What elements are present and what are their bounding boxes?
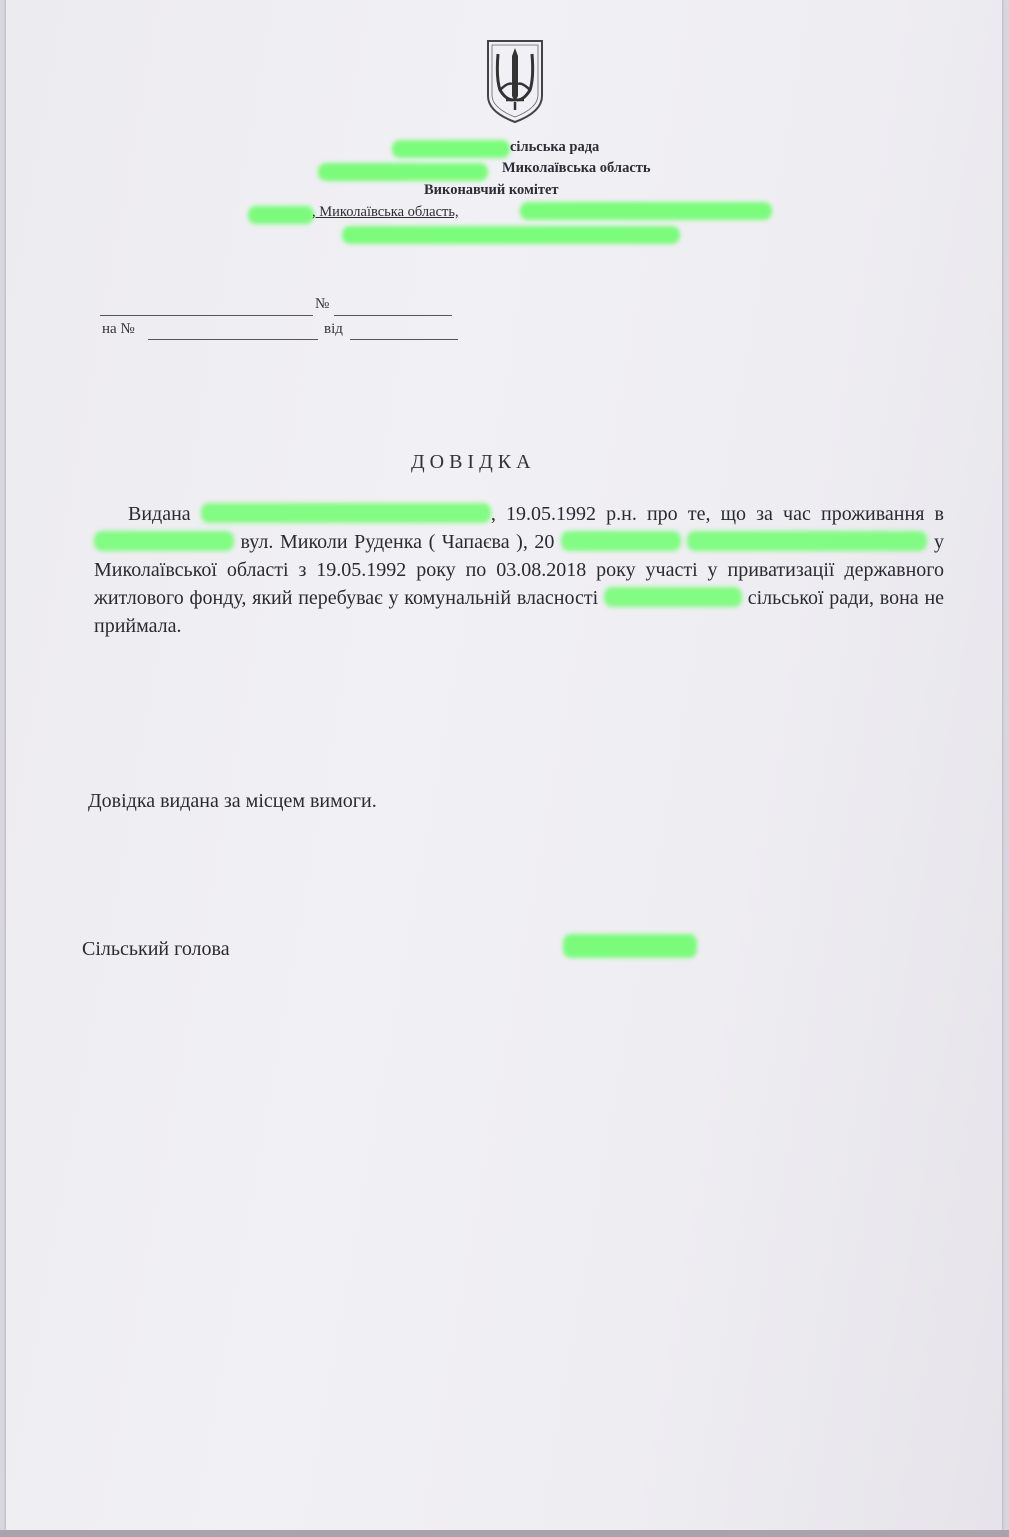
body-text-1: Видана <box>128 503 191 525</box>
council-name: сільська рада <box>510 139 600 155</box>
redaction-name <box>201 503 491 523</box>
redaction-council <box>604 587 742 607</box>
body-text-3: вул. Миколи Руденка ( Чапаєва ), 20 <box>240 531 555 553</box>
redaction-mark <box>342 226 680 244</box>
document-title: ДОВІДКА <box>411 451 536 473</box>
redaction-mark <box>392 140 510 158</box>
from-label: від <box>324 321 343 337</box>
trident-emblem-icon <box>484 38 546 124</box>
in-reply-to-label: на № <box>102 321 135 337</box>
redaction-mark <box>520 202 772 220</box>
signatory-role: Сільський голова <box>82 938 230 960</box>
redaction-signature <box>563 934 697 958</box>
body-text-5: сільської ради, вона не приймала. <box>94 587 945 637</box>
body-text-4: у Миколаївської області з 19.05.1992 року по 03.08.2018 року участі у приватизації державного житлового фонду, який перебуває у комунальній власності <box>94 531 944 609</box>
region-name: Миколаївська область <box>502 160 651 176</box>
body-text-2: , 19.05.1992 р.н. про те, що за час проживання в <box>490 503 944 525</box>
outgoing-number-line <box>334 315 452 316</box>
redaction-address <box>561 531 681 551</box>
reply-number-line <box>148 339 318 340</box>
outgoing-date-line <box>100 315 313 316</box>
number-sign: № <box>315 296 330 312</box>
redaction-mark <box>248 206 314 224</box>
issued-note: Довідка видана за місцем вимоги. <box>88 790 377 812</box>
reply-date-line <box>350 339 458 340</box>
redaction-mark <box>318 163 488 181</box>
certificate-body <box>94 500 944 640</box>
redaction-district <box>687 531 927 551</box>
address-line: , Миколаївська область, <box>312 204 459 220</box>
page-edge-shadow <box>0 1530 1009 1537</box>
executive-committee: Виконавчий комітет <box>424 182 559 198</box>
redaction-village <box>94 531 234 551</box>
